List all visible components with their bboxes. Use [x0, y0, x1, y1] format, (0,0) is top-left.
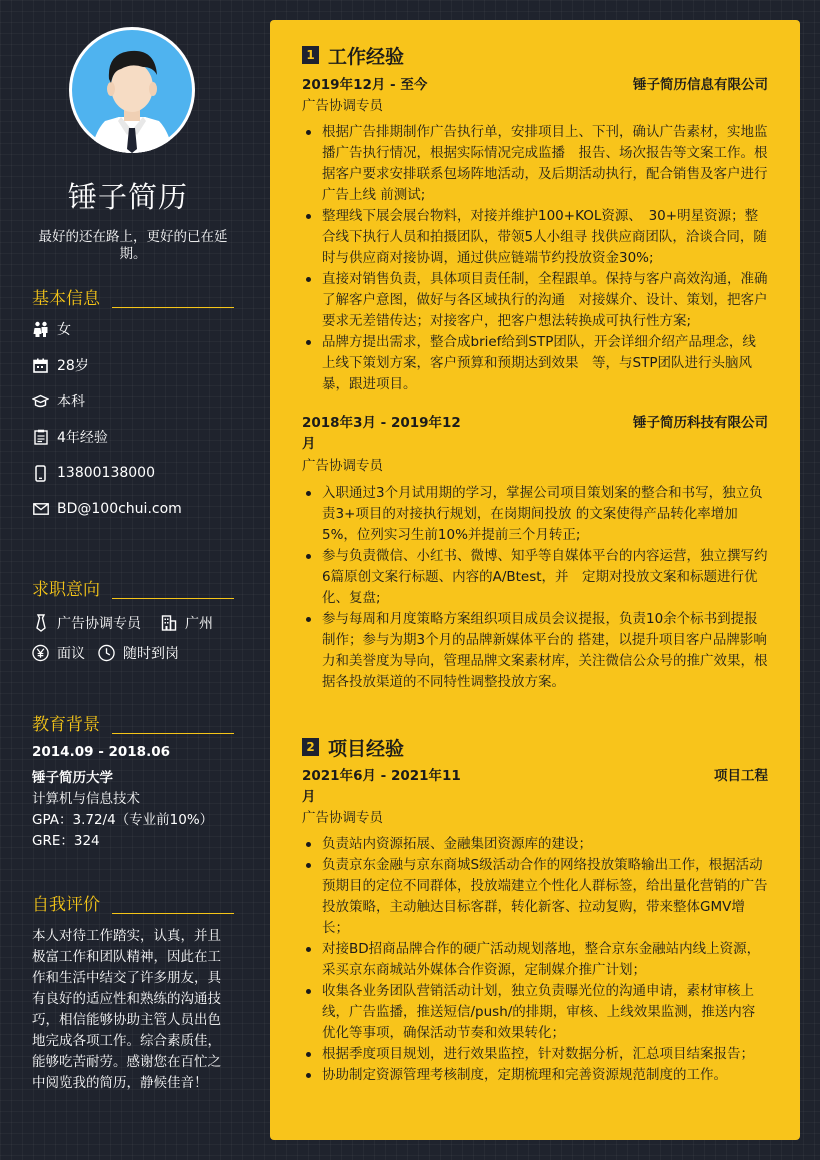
envelope-icon — [32, 501, 49, 518]
entry-bullets — [302, 122, 768, 395]
tie-icon — [32, 615, 49, 632]
email-value[interactable]: BD@100chui.com — [57, 501, 182, 517]
list-item: 入职通过3个月试用期的学习，掌握公司项目策划案的整合和书写，独立负责3+项目的对接执行规划，在岗期间投放 的文案使得产品转化率增加5%，位列实习生前10%并提前三个月转正; — [302, 483, 768, 546]
age-value: 28岁 — [57, 358, 89, 374]
intent-city — [160, 613, 213, 633]
list-item: 直接对销售负责，具体项目责任制，全程跟单。保持与客户高效沟通，准确了解客户意图，做好与各区域执行的沟通 对接媒介、设计、策划，把客户要求无差错传达；对接客户，把客户想法转换成可执行性方案; — [302, 269, 768, 332]
education-school: 锤子简历大学 — [32, 770, 113, 786]
intent-heading — [32, 575, 234, 601]
divider — [112, 733, 234, 734]
education-period: 2014.09 - 2018.06 — [32, 744, 170, 760]
list-item: 负责站内资源拓展、金融集团资源库的建设； — [302, 834, 768, 855]
education-gpa: GPA：3.72/4（专业前10%） — [32, 812, 214, 828]
yuan-icon — [32, 645, 49, 662]
entry-company: 锤子简历信息有限公司 — [633, 77, 768, 93]
avatar — [69, 27, 195, 153]
list-item: 根据季度项目规划，进行效果监控，针对数据分析，汇总项目结案报告； — [302, 1044, 768, 1065]
sidebar — [0, 0, 268, 1160]
self-eval-text: 本人对待工作踏实，认真，并且极富工作和团队精神，因此在工作和生活中结交了许多朋友，具有良好的适应性和熟练的沟通技巧，相信能够协助主管人员出色地完成各项工作。综合素质佳，能够吃苦耐劳。感谢您在百忙之中阅览我的简历，静候佳音！ — [32, 928, 221, 1091]
info-degree — [32, 391, 85, 411]
section-title: 项目经验 — [328, 737, 405, 760]
list-item: 对接BD招商品牌合作的硬广活动规划落地，整合京东金融站内线上资源，采买京东商城站外媒体合作资源，定制媒介推广计划； — [302, 939, 768, 981]
phone-icon — [32, 465, 49, 482]
section-title: 教育背景 — [32, 715, 100, 735]
list-item: 协助制定资源管理考核制度，定期梳理和完善资源规范制度的工作。 — [302, 1065, 768, 1086]
position-value: 广告协调专员 — [57, 616, 141, 632]
graduation-cap-icon — [32, 393, 49, 410]
education-gre: GRE：324 — [32, 833, 100, 849]
salary-value: 面议 — [57, 646, 85, 662]
section-title: 求职意向 — [32, 580, 100, 600]
divider — [112, 598, 234, 599]
list-item: 整理线下展会展台物料，对接并维护100+KOL资源、 30+明星资源；整合线下执行人员和拍摄团队，带领5人小组寻 找供应商团队，洽谈合同，随时与供应商对接协调，通过供应链端节约投放资金30%; — [302, 206, 768, 269]
candidate-name: 锤子简历 — [67, 180, 188, 214]
availability-value: 随时到岗 — [123, 646, 179, 662]
entry-company: 项目工程 — [714, 768, 768, 784]
list-item: 根据广告排期制作广告执行单，安排项目上、下刊，确认广告素材，实地监播广告执行情况，根据实际情况完成监播 报告、场次报告等文案工作。根据客户要求安排联系包场阵地活动，及后期活动执行，配合销售及客户进行广告上线 前测试; — [302, 122, 768, 206]
divider — [112, 913, 234, 914]
basic-info-heading — [32, 284, 234, 310]
intent-salary — [32, 643, 85, 663]
entry-role: 广告协调专员 — [302, 98, 383, 114]
education-major: 计算机与信息技术 — [32, 791, 140, 807]
info-email — [32, 499, 182, 519]
calendar-icon — [32, 357, 49, 374]
entry-role: 广告协调专员 — [302, 810, 383, 826]
info-phone — [32, 463, 155, 483]
clipboard-icon — [32, 429, 49, 446]
experience-value: 4年经验 — [57, 430, 108, 446]
entry-bullets — [302, 834, 768, 1086]
section-number: 1 — [302, 46, 319, 64]
entry-date: 2018年3月 - 2019年12月 — [302, 415, 461, 452]
info-gender — [32, 319, 71, 339]
motto: 最好的还在路上，更好的已在延期。 — [38, 229, 228, 262]
divider — [112, 307, 234, 308]
entry-bullets — [302, 483, 768, 693]
entry-date: 2019年12月 - 至今 — [302, 77, 428, 93]
building-icon — [160, 615, 177, 632]
section-title: 工作经验 — [328, 45, 405, 68]
city-value: 广州 — [185, 616, 213, 632]
phone-value[interactable]: 13800138000 — [57, 465, 155, 481]
intent-position — [32, 613, 141, 633]
list-item: 参与负责微信、小红书、微博、知乎等自媒体平台的内容运营，独立撰写约6篇原创文案行标题、内容的A/Btest，并 定期对投放文案和标题进行优化、复盘; — [302, 546, 768, 609]
info-experience — [32, 427, 108, 447]
section-title: 基本信息 — [32, 289, 100, 309]
list-item: 收集各业务团队营销活动计划，独立负责曝光位的沟通申请，素材审核上线，广告监播，推送短信/push/的排期，审核、上线效果监测，推送内容优化等事项，确保活动节奏和效果转化； — [302, 981, 768, 1044]
section-title: 自我评价 — [32, 895, 100, 915]
projects-heading — [302, 734, 404, 760]
avatar-illustration — [69, 27, 195, 153]
list-item: 负责京东金融与京东商城S级活动合作的网络投放策略输出工作，根据活动预期目的定位不同群体，投放端建立个性化人群标签，给出量化营销的广告投放策略，主动触达目标客群，转化新客、拉动复购，带来整体GMV增长； — [302, 855, 768, 939]
entry-date: 2021年6月 - 2021年11月 — [302, 768, 461, 805]
list-item: 品牌方提出需求，整合成brief给到STP团队，开会详细介绍产品理念，线上线下策划方案，客户预算和预期达到效果 等，与STP团队进行头脑风暴，跟进项目。 — [302, 332, 768, 395]
entry-role: 广告协调专员 — [302, 458, 383, 474]
gender-value: 女 — [57, 322, 71, 338]
education-heading — [32, 710, 234, 736]
gender-icon — [32, 321, 49, 338]
section-number: 2 — [302, 738, 319, 756]
degree-value: 本科 — [57, 394, 85, 410]
clock-icon — [98, 645, 115, 662]
list-item: 参与每周和月度策略方案组织项目成员会议提报，负责10余个标书到提报制作；参与为期3个月的品牌新媒体平台的 搭建，以提升项目客户品牌影响力和美誉度为导向，管理品牌文案素材库，关注微信公众号的推广效果，根据各投放渠道的不同特性调整投放方案。 — [302, 609, 768, 693]
info-age — [32, 355, 89, 375]
self-eval-heading — [32, 890, 234, 916]
intent-availability — [98, 643, 179, 663]
work-heading — [302, 42, 404, 68]
main-panel — [270, 20, 800, 1140]
entry-company: 锤子简历科技有限公司 — [633, 415, 768, 431]
